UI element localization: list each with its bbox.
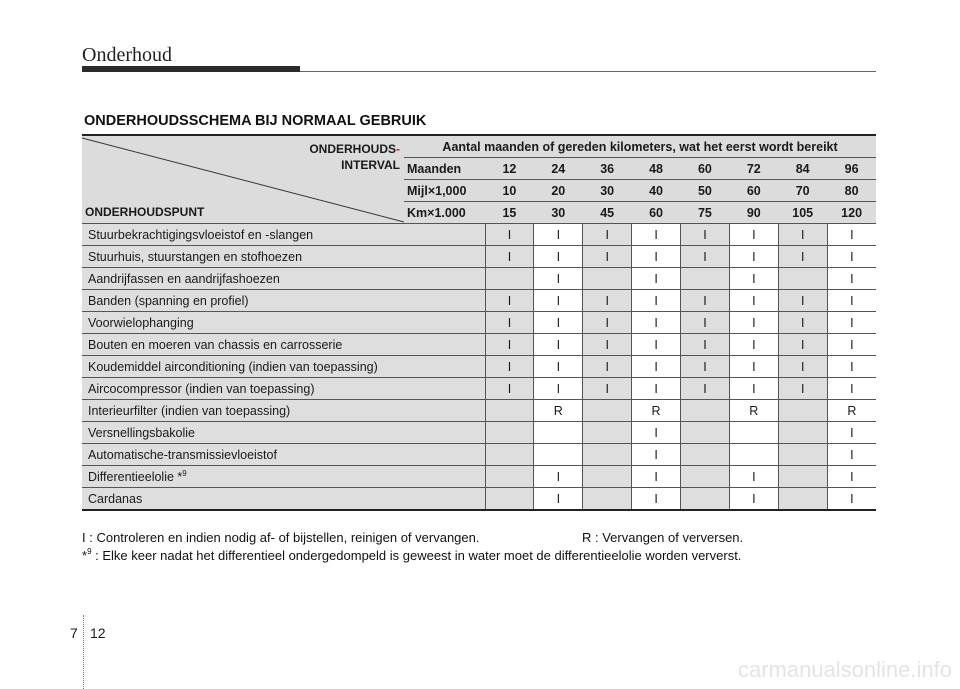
schedule-cell — [729, 444, 778, 466]
corner-interval-dash: - — [396, 142, 400, 156]
maintenance-item-label: Voorwielophanging — [88, 315, 194, 330]
maintenance-item-label: Automatische-transmissievloeistof — [88, 447, 277, 462]
table-row — [82, 466, 876, 488]
schedule-cell — [681, 466, 730, 488]
legend-i: I : Controleren en indien nodig af- of bijstellen, reinigen of vervangen. — [82, 530, 480, 545]
unit-value: 60 — [729, 180, 778, 202]
schedule-cell: I — [534, 466, 583, 488]
table-row — [82, 268, 876, 290]
schedule-cell — [583, 268, 632, 290]
legend-note-star: * — [82, 548, 88, 563]
schedule-cell — [485, 400, 534, 422]
interval-header: Aantal maanden of gereden kilometers, wat het eerst wordt bereikt — [404, 135, 876, 158]
schedule-cell: I — [827, 246, 876, 268]
unit-value: 72 — [729, 158, 778, 180]
unit-value: 90 — [729, 202, 778, 224]
schedule-cell: I — [827, 334, 876, 356]
maintenance-item — [82, 466, 485, 488]
schedule-title: ONDERHOUDSSCHEMA BIJ NORMAAL GEBRUIK — [84, 113, 427, 129]
table-row — [82, 422, 876, 444]
schedule-cell: I — [827, 444, 876, 466]
schedule-cell: I — [778, 312, 827, 334]
schedule-cell: I — [729, 246, 778, 268]
section-title: Onderhoud — [82, 44, 172, 66]
unit-value: 75 — [681, 202, 730, 224]
schedule-cell: I — [729, 224, 778, 246]
unit-value: 70 — [778, 180, 827, 202]
schedule-cell: I — [778, 224, 827, 246]
unit-value: 10 — [485, 180, 534, 202]
schedule-cell: R — [632, 400, 681, 422]
schedule-cell — [778, 444, 827, 466]
maintenance-item — [82, 422, 485, 444]
schedule-cell — [485, 444, 534, 466]
maintenance-item-label: Cardanas — [88, 491, 143, 506]
schedule-cell: I — [632, 290, 681, 312]
schedule-cell: I — [729, 378, 778, 400]
schedule-cell: I — [534, 488, 583, 511]
schedule-cell: I — [729, 312, 778, 334]
schedule-cell — [778, 268, 827, 290]
schedule-cell: I — [485, 290, 534, 312]
schedule-cell — [485, 422, 534, 444]
maintenance-item-label: Stuurbekrachtigingsvloeistof en -slangen — [88, 227, 314, 242]
schedule-cell: I — [632, 488, 681, 511]
unit-value: 36 — [583, 158, 632, 180]
schedule-cell: I — [827, 356, 876, 378]
maintenance-item-label: Versnellingsbakolie — [88, 425, 196, 440]
schedule-cell — [681, 422, 730, 444]
schedule-cell: I — [778, 356, 827, 378]
maintenance-item-label: Stuurhuis, stuurstangen en stofhoezen — [88, 249, 303, 264]
schedule-cell: I — [485, 246, 534, 268]
schedule-cell: I — [632, 334, 681, 356]
table-row — [82, 444, 876, 466]
unit-value: 24 — [534, 158, 583, 180]
unit-value: 120 — [827, 202, 876, 224]
schedule-cell — [485, 466, 534, 488]
schedule-cell: I — [534, 224, 583, 246]
unit-value: 60 — [681, 158, 730, 180]
unit-value: 45 — [583, 202, 632, 224]
schedule-cell: I — [583, 246, 632, 268]
schedule-cell: I — [681, 356, 730, 378]
table-row — [82, 246, 876, 268]
unit-value: 12 — [485, 158, 534, 180]
schedule-cell: I — [534, 312, 583, 334]
maintenance-item-label: Banden (spanning en profiel) — [88, 293, 249, 308]
maintenance-item — [82, 356, 485, 378]
table-row — [82, 312, 876, 334]
schedule-cell: I — [534, 246, 583, 268]
schedule-cell: I — [681, 378, 730, 400]
schedule-cell — [583, 488, 632, 511]
schedule-cell: R — [729, 400, 778, 422]
footnote-marker: 9 — [182, 468, 187, 478]
schedule-cell: I — [632, 224, 681, 246]
maintenance-item — [82, 444, 485, 466]
schedule-cell — [583, 466, 632, 488]
schedule-cell — [778, 488, 827, 511]
schedule-cell: I — [632, 422, 681, 444]
unit-value: 105 — [778, 202, 827, 224]
schedule-cell: I — [681, 246, 730, 268]
schedule-cell — [681, 400, 730, 422]
maintenance-item — [82, 312, 485, 334]
corner-interval-line2: INTERVAL — [341, 158, 400, 172]
unit-label: Km×1.000 — [404, 202, 485, 224]
unit-value: 30 — [583, 180, 632, 202]
schedule-cell: I — [778, 378, 827, 400]
schedule-cell — [729, 422, 778, 444]
schedule-cell: I — [534, 356, 583, 378]
table-row — [82, 488, 876, 511]
schedule-cell: I — [827, 466, 876, 488]
unit-value: 40 — [632, 180, 681, 202]
maintenance-item — [82, 224, 485, 246]
schedule-cell: I — [729, 356, 778, 378]
schedule-cell — [778, 466, 827, 488]
schedule-cell: I — [583, 356, 632, 378]
maintenance-item — [82, 268, 485, 290]
schedule-cell: I — [485, 356, 534, 378]
maintenance-item-label: Aandrijfassen en aandrijfashoezen — [88, 271, 280, 286]
maintenance-item — [82, 400, 485, 422]
schedule-cell: I — [632, 312, 681, 334]
legend-note — [82, 548, 741, 563]
table-row — [82, 378, 876, 400]
corner-interval-label — [309, 141, 400, 173]
page-number: 12 — [90, 625, 106, 641]
schedule-cell — [778, 422, 827, 444]
schedule-cell: I — [583, 312, 632, 334]
unit-label: Mijl×1,000 — [404, 180, 485, 202]
schedule-cell — [583, 400, 632, 422]
schedule-cell: I — [534, 334, 583, 356]
page-chapter: 7 — [70, 625, 78, 641]
unit-value: 50 — [681, 180, 730, 202]
schedule-cell: I — [632, 246, 681, 268]
table-row — [82, 400, 876, 422]
table-row — [82, 224, 876, 246]
maintenance-item-label: Aircocompressor (indien van toepassing) — [88, 381, 315, 396]
corner-point-label: ONDERHOUDSPUNT — [85, 205, 205, 219]
table-row — [82, 290, 876, 312]
schedule-cell: I — [827, 488, 876, 511]
maintenance-item — [82, 290, 485, 312]
schedule-cell: I — [583, 334, 632, 356]
unit-value: 60 — [632, 202, 681, 224]
schedule-cell: I — [778, 334, 827, 356]
schedule-cell: I — [632, 444, 681, 466]
schedule-cell: I — [778, 246, 827, 268]
maintenance-item-label: Koudemiddel airconditioning (indien van toepassing) — [88, 359, 378, 374]
schedule-cell: I — [729, 268, 778, 290]
schedule-cell: I — [729, 488, 778, 511]
schedule-cell — [681, 268, 730, 290]
schedule-cell — [681, 444, 730, 466]
maintenance-item-label: Differentieelolie * — [88, 469, 183, 484]
schedule-cell: I — [485, 378, 534, 400]
corner-interval-line1: ONDERHOUDS — [309, 142, 396, 156]
maintenance-item — [82, 246, 485, 268]
schedule-cell: I — [583, 290, 632, 312]
header-rule — [300, 71, 876, 72]
watermark: carmanualsonline.info — [737, 657, 952, 682]
schedule-cell: I — [681, 224, 730, 246]
schedule-cell: I — [681, 290, 730, 312]
legend-note-sup: 9 — [87, 547, 92, 556]
schedule-cell — [534, 422, 583, 444]
unit-value: 80 — [827, 180, 876, 202]
legend-r: R : Vervangen of verversen. — [582, 530, 744, 545]
schedule-cell: I — [632, 268, 681, 290]
schedule-cell: I — [827, 422, 876, 444]
schedule-cell — [583, 444, 632, 466]
schedule-cell: I — [632, 356, 681, 378]
maintenance-item — [82, 488, 485, 511]
schedule-cell — [681, 488, 730, 511]
schedule-cell: I — [534, 268, 583, 290]
schedule-cell: R — [827, 400, 876, 422]
table-row — [82, 334, 876, 356]
unit-value: 84 — [778, 158, 827, 180]
schedule-cell — [485, 268, 534, 290]
schedule-cell: I — [729, 334, 778, 356]
table-row — [82, 356, 876, 378]
schedule-cell: I — [485, 312, 534, 334]
schedule-cell: I — [827, 224, 876, 246]
schedule-cell — [778, 400, 827, 422]
maintenance-item — [82, 378, 485, 400]
schedule-cell: I — [583, 224, 632, 246]
unit-value: 48 — [632, 158, 681, 180]
legend-note-text: : Elke keer nadat het differentieel ondergedompeld is geweest in water moet de differentieelolie worden ververst. — [91, 548, 742, 563]
maintenance-item — [82, 334, 485, 356]
schedule-cell: I — [485, 334, 534, 356]
schedule-cell: I — [632, 466, 681, 488]
schedule-cell: I — [729, 466, 778, 488]
schedule-cell: I — [827, 378, 876, 400]
maintenance-item-label: Bouten en moeren van chassis en carrosserie — [88, 337, 343, 352]
schedule-cell — [583, 422, 632, 444]
unit-value: 20 — [534, 180, 583, 202]
maintenance-schedule-table — [82, 134, 876, 511]
schedule-cell: I — [778, 290, 827, 312]
schedule-cell: I — [827, 312, 876, 334]
schedule-cell: I — [534, 290, 583, 312]
schedule-cell: I — [485, 224, 534, 246]
schedule-cell — [485, 488, 534, 511]
footer-divider — [83, 615, 84, 689]
header-bar — [82, 66, 300, 72]
unit-label: Maanden — [404, 158, 485, 180]
schedule-cell: I — [827, 268, 876, 290]
unit-value: 96 — [827, 158, 876, 180]
schedule-cell: I — [681, 312, 730, 334]
schedule-cell: I — [583, 378, 632, 400]
schedule-cell: I — [534, 378, 583, 400]
schedule-cell: I — [681, 334, 730, 356]
table-corner-header — [82, 135, 404, 224]
schedule-cell: R — [534, 400, 583, 422]
schedule-cell — [534, 444, 583, 466]
unit-value: 30 — [534, 202, 583, 224]
schedule-cell: I — [729, 290, 778, 312]
schedule-cell: I — [827, 290, 876, 312]
maintenance-item-label: Interieurfilter (indien van toepassing) — [88, 403, 291, 418]
unit-value: 15 — [485, 202, 534, 224]
schedule-cell: I — [632, 378, 681, 400]
